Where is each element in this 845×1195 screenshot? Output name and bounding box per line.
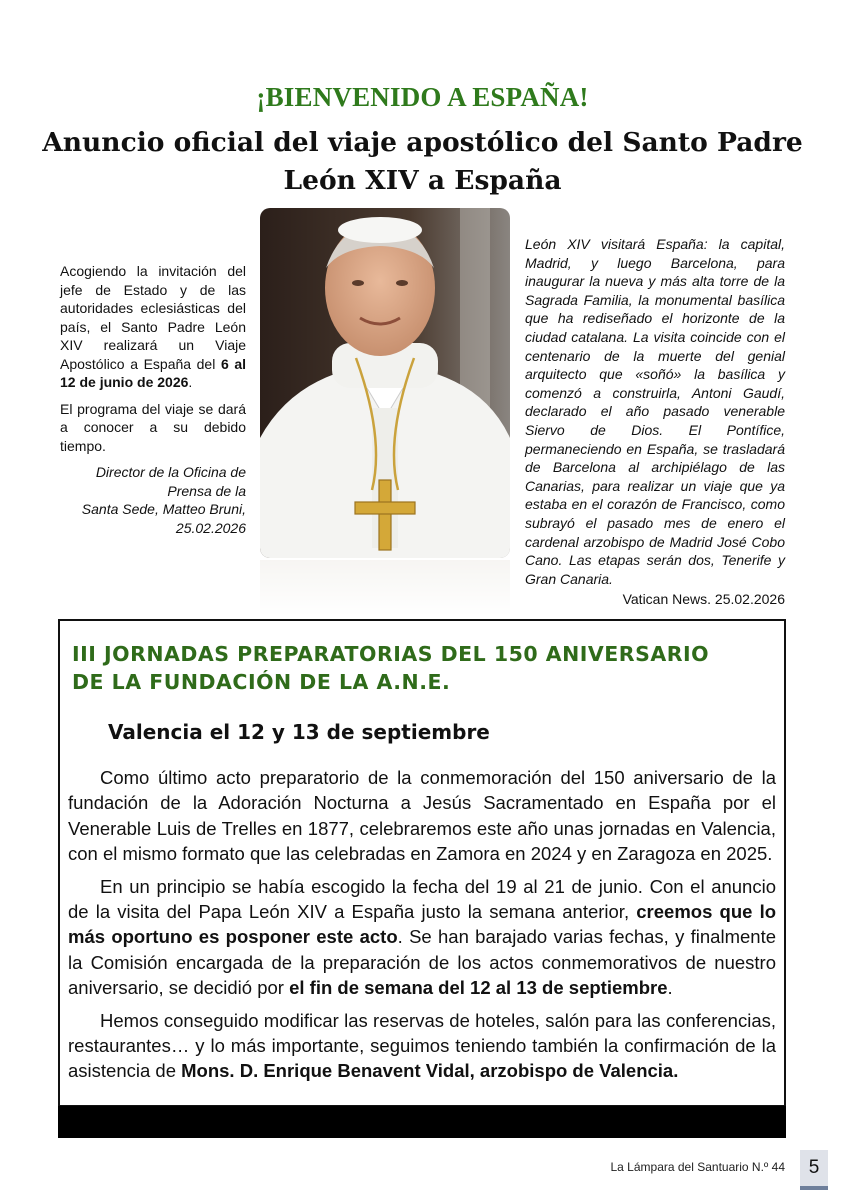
footer-publication: La Lámpara del Santuario N.º 44: [610, 1160, 785, 1174]
jornadas-paragraph-3: Hemos conseguido modificar las reservas de hoteles, salón para las conferencias, restaurantes… y lo más importante, seguimos teniendo también la confirmación de la asistencia de Mons. D. Enrique Benavent Vidal, arzobispo de Valencia.: [68, 1009, 776, 1082]
jornadas-subtitle: Valencia el 12 y 13 de septiembre: [108, 720, 490, 744]
section-kicker: ¡BIENVENIDO A ESPAÑA!: [256, 82, 589, 112]
jornadas-title: [72, 640, 782, 696]
vatican-news-text: León XIV visitará España: la capital, Madrid, y luego Barcelona, para inaugurar la nueva y más alta torre de la Sagrada Familia, la monumental basílica que ha rediseñado el horizonte de la ciudad catalana. La visita coincide con el centenario de la muerte del genial arquitecto que «soñó» la basílica y comenzó a construirla, Antoni Gaudí, declarado el año pasado venerable Siervo de Dios. El Pontífice, permaneciendo en España, se trasladará de Barcelona al archipiélago de las Canarias, para realizar un viaje que ya estaba en el corazón de Francisco, como subrayó el pasado mes de enero el cardenal arzobispo de Madrid José Cobo Cano. Las etapas serán dos, Tenerife y Gran Canaria.: [525, 236, 785, 587]
announcement-paragraph-1: Acogiendo la invitación del jefe de Estado y de las autoridades eclesiásticas del país, el Santo Padre León XIV realizará un Viaje Apostólico a España del 6 al 12 de junio de 2026.: [60, 263, 246, 390]
page-number-underline: [800, 1186, 828, 1190]
article-headline: [40, 124, 805, 200]
jornadas-paragraph-2: En un principio se había escogido la fecha del 19 al 21 de junio. Con el anuncio de la visita del Papa León XIV a España justo la semana anterior, creemos que lo más oportuno es posponer este acto. Se han barajado varias fechas, y finalmente la Comisión encargada de la preparación de los actos conmemorativos de nuestro aniversario, se decidió por el fin de semana del 12 al 13 de septiembre.: [68, 875, 777, 999]
jornadas-title-line-1: III JORNADAS PREPARATORIAS DEL 150 ANIVERSARIO: [72, 642, 710, 666]
announcement-paragraph-2: El programa del viaje se dará a conocer a su debido tiempo.: [60, 400, 246, 454]
headline-line-1: Anuncio oficial del viaje apostólico del Santo Padre: [42, 127, 803, 158]
page-number: 5: [800, 1150, 828, 1186]
headline-line-2: León XIV a España: [283, 165, 562, 196]
jornadas-body: [68, 765, 776, 1091]
trip-dates: 6 al 12 de junio de 2026: [60, 355, 246, 390]
vatican-news-source: Vatican News. 25.02.2026: [622, 591, 785, 608]
announcement-signature: Director de la Oficina de Prensa de la Santa Sede, Matteo Bruni, 25.02.2026: [81, 464, 246, 536]
box-bottom-bar: [58, 1106, 786, 1138]
pope-portrait-photo: [260, 208, 510, 616]
jornadas-title-line-2: DE LA FUNDACIÓN DE LA A.N.E.: [72, 670, 451, 694]
jornadas-paragraph-1: Como último acto preparatorio de la conmemoración del 150 aniversario de la fundación de la Adoración Nocturna a Jesús Sacramentado en España por el Venerable Luis de Trelles en 1877, celebraremos este año unas jornadas en Valencia, con el mismo formato que las celebradas en Zamora en 2024 y en Zaragoza en 2025.: [68, 767, 776, 865]
vatican-news-column: [525, 235, 785, 609]
official-announcement: [60, 262, 246, 545]
